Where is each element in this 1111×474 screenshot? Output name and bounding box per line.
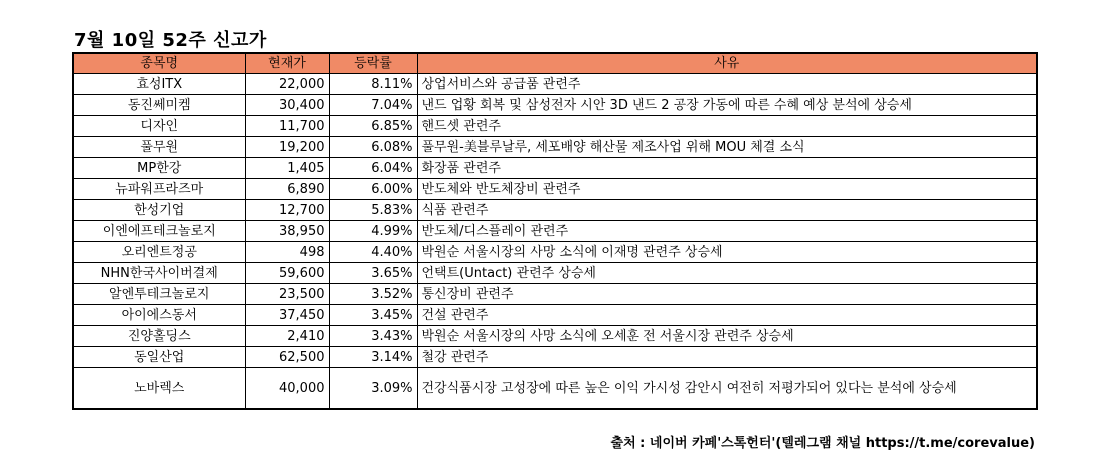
change-cell: 3.09% — [329, 368, 417, 410]
reason-cell: 건강식품시장 고성장에 따른 높은 이익 가시성 감안시 여전히 저평가되어 있다는 분석에 상승세 — [417, 368, 1037, 410]
stock-name-cell: 동일산업 — [73, 347, 245, 368]
page-title: 7월 10일 52주 신고가 — [74, 30, 267, 51]
stock-name-cell: 동진쎄미켐 — [73, 95, 245, 116]
price-cell: 30,400 — [245, 95, 329, 116]
reason-cell: 상업서비스와 공급품 관련주 — [417, 74, 1037, 95]
table-row — [73, 305, 1037, 326]
table-row — [73, 263, 1037, 284]
reason-cell: 낸드 업황 회복 및 삼성전자 시안 3D 낸드 2 공장 가동에 따른 수혜 예상 분석에 상승세 — [417, 95, 1037, 116]
change-cell: 3.52% — [329, 284, 417, 305]
header-reason: 사유 — [417, 53, 1037, 74]
stock-name-cell: 알엔투테크놀로지 — [73, 284, 245, 305]
stock-name-cell: 효성ITX — [73, 74, 245, 95]
table-row — [73, 158, 1037, 179]
price-cell: 23,500 — [245, 284, 329, 305]
change-cell: 7.04% — [329, 95, 417, 116]
stock-name-cell: 진양홀딩스 — [73, 326, 245, 347]
table-row — [73, 242, 1037, 263]
reason-cell: 반도체/디스플레이 관련주 — [417, 221, 1037, 242]
reason-cell: 철강 관련주 — [417, 347, 1037, 368]
reason-cell: 식품 관련주 — [417, 200, 1037, 221]
reason-cell: 언택트(Untact) 관련주 상승세 — [417, 263, 1037, 284]
price-cell: 11,700 — [245, 116, 329, 137]
price-cell: 19,200 — [245, 137, 329, 158]
change-cell: 6.85% — [329, 116, 417, 137]
table-row — [73, 221, 1037, 242]
reason-cell: 반도체와 반도체장비 관련주 — [417, 179, 1037, 200]
change-cell: 4.99% — [329, 221, 417, 242]
header-change: 등락률 — [329, 53, 417, 74]
price-cell: 498 — [245, 242, 329, 263]
table-row — [73, 200, 1037, 221]
reason-cell: 핸드셋 관련주 — [417, 116, 1037, 137]
reason-cell: 풀무원-美블루날루, 세포배양 해산물 제조사업 위해 MOU 체결 소식 — [417, 137, 1037, 158]
table-row — [73, 368, 1037, 410]
table-row — [73, 179, 1037, 200]
reason-cell: 화장품 관련주 — [417, 158, 1037, 179]
change-cell: 3.65% — [329, 263, 417, 284]
price-cell: 40,000 — [245, 368, 329, 410]
change-cell: 3.14% — [329, 347, 417, 368]
header-name: 종목명 — [73, 53, 245, 74]
stock-name-cell: 아이에스동서 — [73, 305, 245, 326]
change-cell: 3.45% — [329, 305, 417, 326]
stock-name-cell: 한성기업 — [73, 200, 245, 221]
stock-name-cell: 뉴파워프라즈마 — [73, 179, 245, 200]
table-body — [73, 74, 1037, 410]
reason-cell: 건설 관련주 — [417, 305, 1037, 326]
stock-name-cell: 오리엔트정공 — [73, 242, 245, 263]
stock-name-cell: NHN한국사이버결제 — [73, 263, 245, 284]
reason-cell: 박원순 서울시장의 사망 소식에 오세훈 전 서울시장 관련주 상승세 — [417, 326, 1037, 347]
price-cell: 1,405 — [245, 158, 329, 179]
table-row — [73, 347, 1037, 368]
price-cell: 6,890 — [245, 179, 329, 200]
price-cell: 59,600 — [245, 263, 329, 284]
table-row — [73, 326, 1037, 347]
reason-cell: 박원순 서울시장의 사망 소식에 이재명 관련주 상승세 — [417, 242, 1037, 263]
price-cell: 37,450 — [245, 305, 329, 326]
change-cell: 6.04% — [329, 158, 417, 179]
reason-cell: 통신장비 관련주 — [417, 284, 1037, 305]
table-row — [73, 137, 1037, 158]
price-cell: 62,500 — [245, 347, 329, 368]
stock-name-cell: 노바렉스 — [73, 368, 245, 410]
change-cell: 5.83% — [329, 200, 417, 221]
stock-name-cell: MP한강 — [73, 158, 245, 179]
price-cell: 2,410 — [245, 326, 329, 347]
change-cell: 4.40% — [329, 242, 417, 263]
header-price: 현재가 — [245, 53, 329, 74]
table-row — [73, 116, 1037, 137]
price-cell: 12,700 — [245, 200, 329, 221]
change-cell: 6.00% — [329, 179, 417, 200]
change-cell: 6.08% — [329, 137, 417, 158]
table-header-row — [73, 53, 1037, 74]
price-cell: 38,950 — [245, 221, 329, 242]
stock-table — [72, 52, 1038, 410]
table-row — [73, 95, 1037, 116]
stock-name-cell: 디자인 — [73, 116, 245, 137]
table-row — [73, 74, 1037, 95]
stock-name-cell: 이엔에프테크놀로지 — [73, 221, 245, 242]
change-cell: 8.11% — [329, 74, 417, 95]
price-cell: 22,000 — [245, 74, 329, 95]
change-cell: 3.43% — [329, 326, 417, 347]
stock-name-cell: 풀무원 — [73, 137, 245, 158]
table-row — [73, 284, 1037, 305]
source-note: 출처 : 네이버 카페'스톡헌터'(텔레그램 채널 https://t.me/corevalue) — [610, 436, 1035, 451]
